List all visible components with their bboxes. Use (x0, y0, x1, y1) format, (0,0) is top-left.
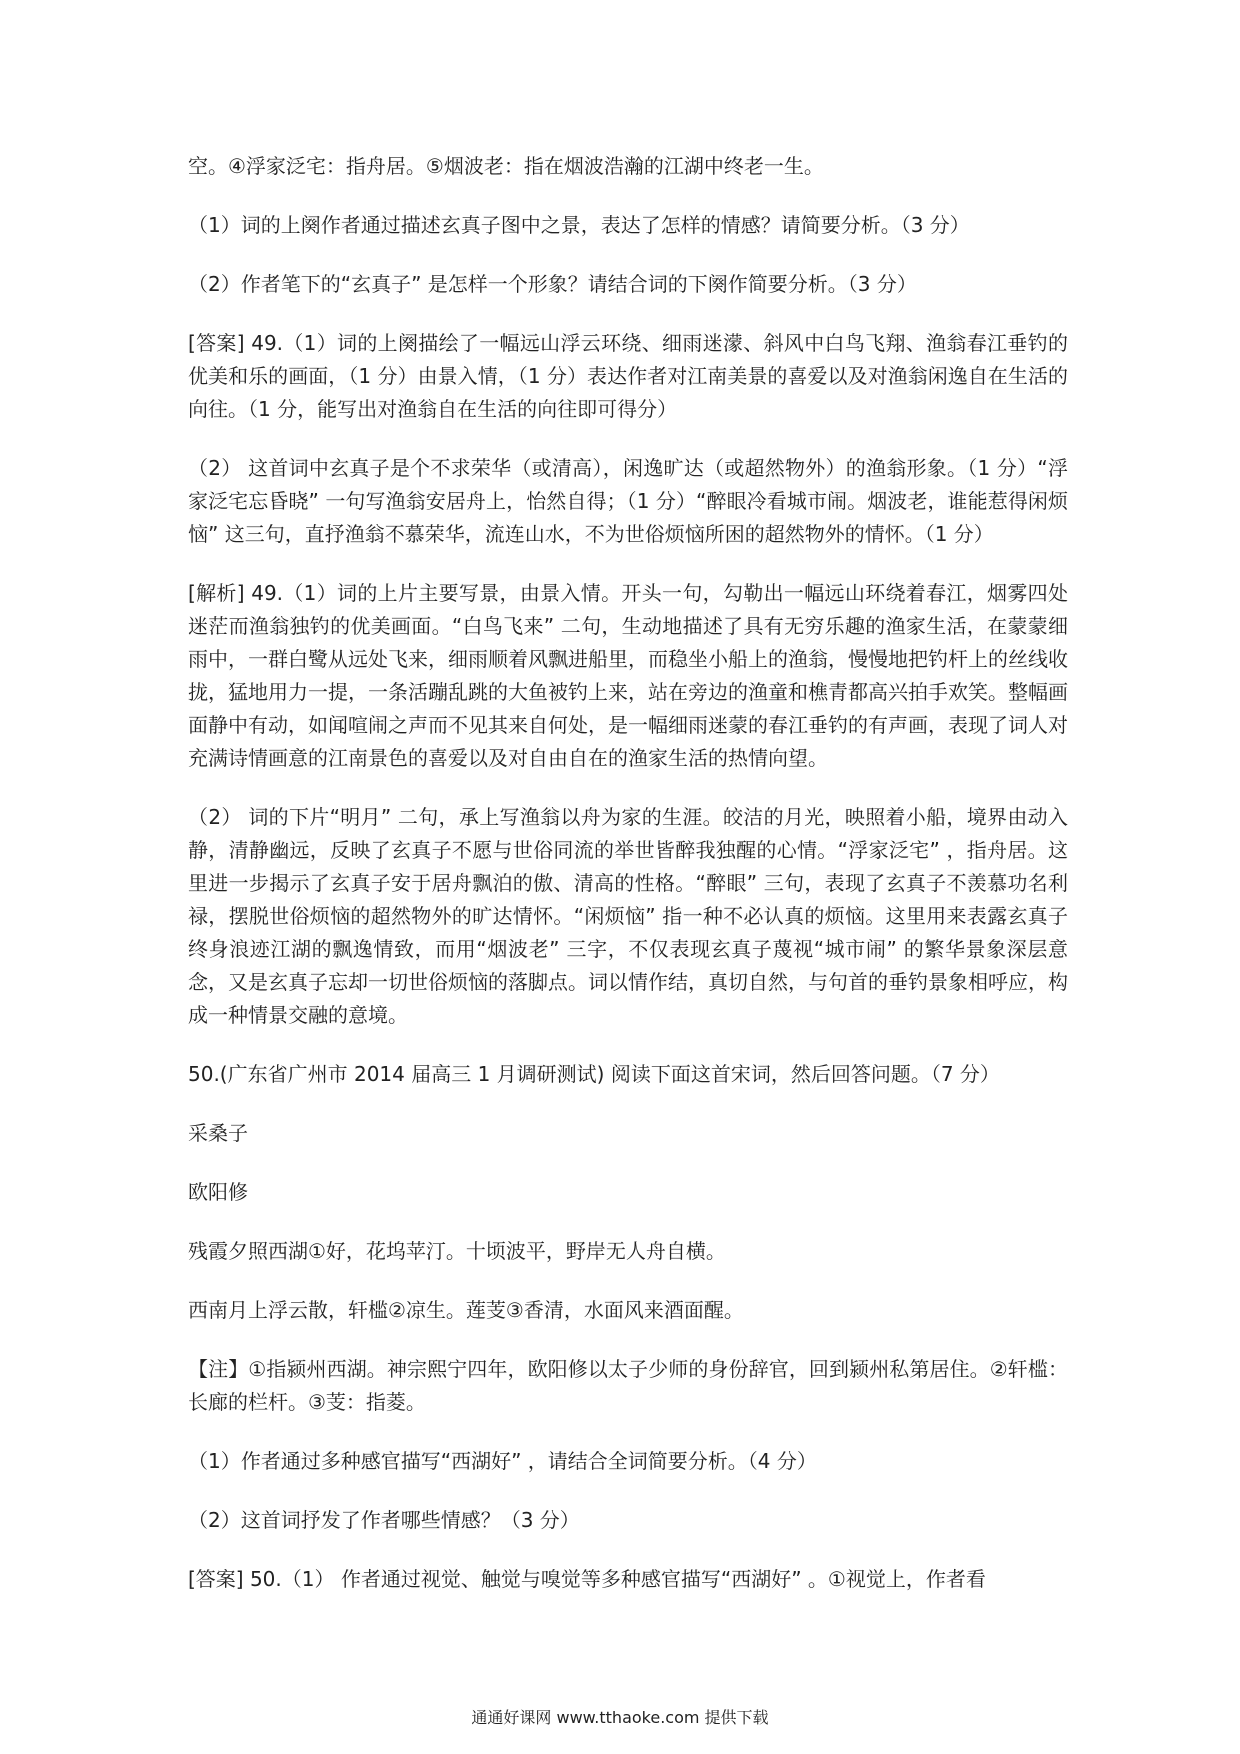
document-body (188, 150, 1068, 1622)
question-50-1: （1）作者通过多种感官描写“西湖好” ，请结合全词简要分析。（4 分） (188, 1449, 817, 1473)
poem-notes: 【注】①指颍州西湖。神宗熙宁四年，欧阳修以太子少师的身份辞官，回到颍州私第居住。②轩槛：长廊的栏杆。③芰：指菱。 (188, 1357, 1068, 1414)
paragraph-note-end: 空。④浮家泛宅：指舟居。⑤烟波老：指在烟波浩瀚的江湖中终老一生。 (188, 154, 824, 178)
answer-49-1: [答案] 49.（1）词的上阕描绘了一幅远山浮云环绕、细雨迷濛、斜风中白鸟飞翔、渔翁春江垂钓的优美和乐的画面，（1 分）由景入情，（1 分）表达作者对江南美景的喜爱以及对渔翁闲逸自在生活的向往。（1 分，能写出对渔翁自在生活的向往即可得分） (188, 331, 1068, 421)
question-49-1: （1）词的上阕作者通过描述玄真子图中之景，表达了怎样的情感？请简要分析。（3 分） (188, 213, 970, 237)
analysis-49-1: [解析] 49.（1）词的上片主要写景，由景入情。开头一句，勾勒出一幅远山环绕着春江，烟雾四处迷茫而渔翁独钓的优美画面。“白鸟飞来” 二句，生动地描述了具有无穷乐趣的渔家生活，在蒙蒙细雨中，一群白鹭从远处飞来，细雨顺着风飘进船里，而稳坐小船上的渔翁，慢慢地把钓杆上的丝线收拢，猛地用力一提，一条活蹦乱跳的大鱼被钓上来，站在旁边的渔童和樵青都高兴拍手欢笑。整幅画面静中有动，如闻喧闹之声而不见其来自何处，是一幅细雨迷蒙的春江垂钓的有声画，表现了词人对充满诗情画意的江南景色的喜爱以及对自由自在的渔家生活的热情向望。 (188, 581, 1068, 770)
answer-49-2: （2） 这首词中玄真子是个不求荣华（或清高），闲逸旷达（或超然物外）的渔翁形象。（1 分）“浮家泛宅忘昏晓” 一句写渔翁安居舟上，怡然自得；（1 分）“醉眼冷看城市闹。烟波老，谁能惹得闲烦恼” 这三句，直抒渔翁不慕荣华，流连山水，不为世俗烦恼所困的超然物外的情怀。（1 分） (188, 456, 1068, 546)
poem-title: 采桑子 (188, 1121, 248, 1145)
poem-line-2: 西南月上浮云散，轩槛②凉生。莲芰③香清，水面风来酒面醒。 (188, 1298, 744, 1322)
answer-50-1: [答案] 50.（1） 作者通过视觉、触觉与嗅觉等多种感官描写“西湖好” 。①视觉上，作者看 (188, 1567, 986, 1591)
question-50-2: （2）这首词抒发了作者哪些情感？（3 分） (188, 1508, 580, 1532)
poem-author: 欧阳修 (188, 1180, 248, 1204)
analysis-49-2: （2） 词的下片“明月” 二句，承上写渔翁以舟为家的生涯。皎洁的月光，映照着小船，境界由动入静，清静幽远，反映了玄真子不愿与世俗同流的举世皆醉我独醒的心情。“浮家泛宅” ，指舟居。这里进一步揭示了玄真子安于居舟飘泊的傲、清高的性格。“醉眼” 三句，表现了玄真子不羡慕功名利禄，摆脱世俗烦恼的超然物外的旷达情怀。“闲烦恼” 指一种不必认真的烦恼。这里用来表露玄真子终身浪迹江湖的飘逸情致，而用“烟波老” 三字，不仅表现玄真子蔑视“城市闹” 的繁华景象深层意念，又是玄真子忘却一切世俗烦恼的落脚点。词以情作结，真切自然，与句首的垂钓景象相呼应，构成一种情景交融的意境。 (188, 805, 1068, 1027)
question-49-2: （2）作者笔下的“玄真子” 是怎样一个形象？请结合词的下阕作简要分析。（3 分） (188, 272, 917, 296)
poem-line-1: 残霞夕照西湖①好，花坞苹汀。十顷波平，野岸无人舟自横。 (188, 1239, 726, 1263)
question-50-intro: 50.(广东省广州市 2014 届高三 1 月调研测试) 阅读下面这首宋词，然后回答问题。（7 分） (188, 1062, 1000, 1086)
page-footer: 通通好课网 www.tthaoke.com 提供下载 (471, 1708, 769, 1727)
